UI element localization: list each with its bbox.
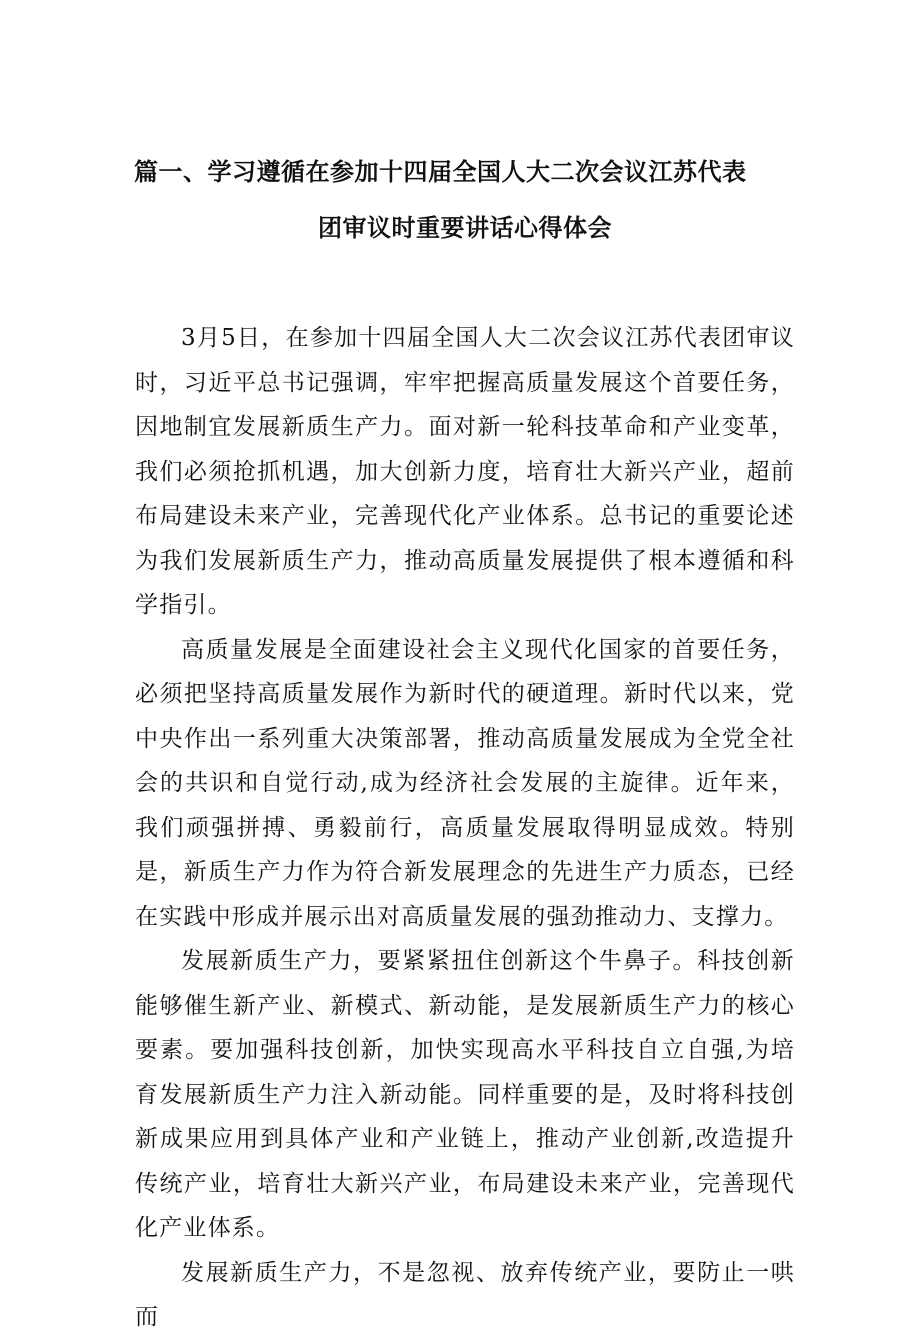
document-body xyxy=(135,316,795,1340)
paragraph-1: 3月5日，在参加十四届全国人大二次会议江苏代表团审议时，习近平总书记强调，牢牢把握高质量发展这个首要任务，因地制宜发展新质生产力。面对新一轮科技革命和产业变革，我们必须抢抓机遇，加大创新力度，培育壮大新兴产业，超前布局建设未来产业，完善现代化产业体系。总书记的重要论述为我们发展新质生产力，推动高质量发展提供了根本遵循和科学指引。 xyxy=(135,325,795,618)
paragraph-3: 发展新质生产力，要紧紧扭住创新这个牛鼻子。科技创新能够催生新产业、新模式、新动能，是发展新质生产力的核心要素。要加强科技创新，加快实现高水平科技自立自强,为培育发展新质生产力注入新动能。同样重要的是，及时将科技创新成果应用到具体产业和产业链上，推动产业创新,改造提升传统产业，培育壮大新兴产业，布局建设未来产业，完善现代化产业体系。 xyxy=(135,948,795,1241)
document-title-line-1: 篇一、学习遵循在参加十四届全国人大二次会议江苏代表 xyxy=(134,158,747,186)
paragraph-4: 发展新质生产力，不是忽视、放弃传统产业，要防止一哄而 xyxy=(135,1259,795,1330)
document-title-line-2: 团审议时重要讲话心得体会 xyxy=(318,214,612,242)
paragraph-2: 高质量发展是全面建设社会主义现代化国家的首要任务，必须把坚持高质量发展作为新时代的硬道理。新时代以来，党中央作出一系列重大决策部署，推动高质量发展成为全党全社会的共识和自觉行动,成为经济社会发展的主旋律。近年来，我们顽强拼搏、勇毅前行，高质量发展取得明显成效。特别是，新质生产力作为符合新发展理念的先进生产力质态，已经在实践中形成并展示出对高质量发展的强劲推动力、支撑力。 xyxy=(135,636,795,930)
